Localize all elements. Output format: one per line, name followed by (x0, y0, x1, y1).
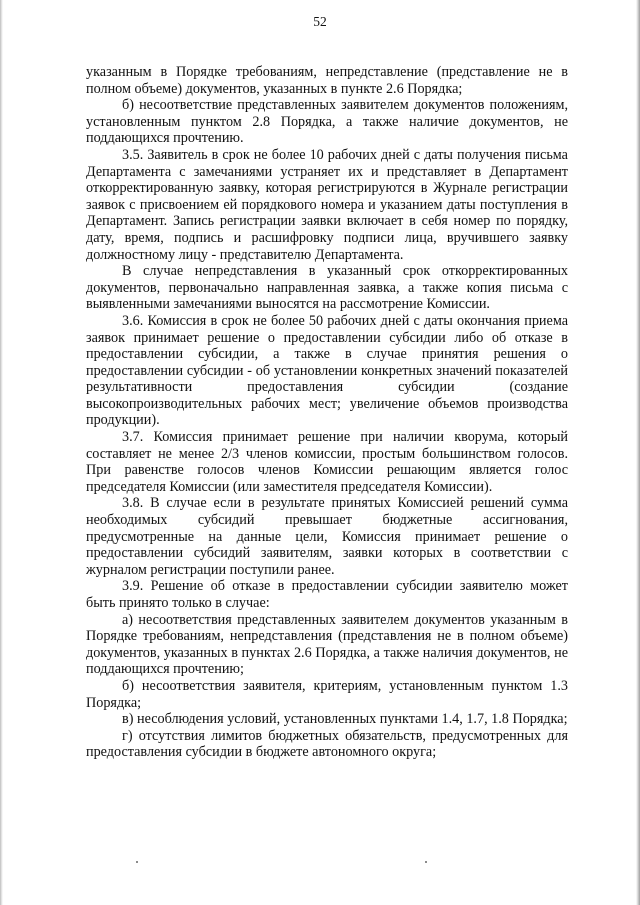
paragraph-3-9-b: б) несоответствия заявителя, критериям, установленным пунктом 1.3 Порядка; (86, 677, 568, 711)
paragraph-3-9-g: г) отсутствия лимитов бюджетных обязательств, предусмотренных для предоставления субсидии в бюджете автономного округа; (86, 727, 568, 761)
paragraph-3-9-a: а) несоответствия представленных заявителем документов указанным в Порядке требованиям, непредставления (представления не в полном объеме) документов, указанных в пунктах 2.6 Порядка, а также наличия документов, не поддающихся прочтению; (86, 611, 568, 678)
scan-edge-right (636, 0, 640, 905)
scan-speck (425, 861, 427, 863)
paragraph-3-9: 3.9. Решение об отказе в предоставлении субсидии заявителю может быть принято только в случае: (86, 578, 568, 611)
paragraph-3-5: 3.5. Заявитель в срок не более 10 рабочих дней с даты получения письма Департамента с замечаниями устраняет их и представляет в Департамент откорректированную заявку, которая регистрируются в Журнале регистрации заявок с присвоением ей порядкового номера и указанием даты поступления в Департамент. Запись регистрации заявки включает в себя номер по порядку, дату, время, подпись и расшифровку подписи лица, вручившего заявку должностному лицу - представителю Департамента. (86, 146, 568, 263)
document-body (86, 64, 568, 761)
paragraph-3-6: 3.6. Комиссия в срок не более 50 рабочих дней с даты окончания приема заявок принимает решение о предоставлении субсидии либо об отказе в предоставлении субсидии, а также в случае принятия решения о предоставлении субсидии - об установлении конкретных значений показателей результативности предоставления субсидии (создание высокопроизводительных рабочих мест; увеличение объемов производства продукции). (86, 312, 568, 429)
scan-edge-left (0, 0, 3, 905)
paragraph-subitem-b: б) несоответствие представленных заявителем документов положениям, установленным пунктом 2.8 Порядка, а также наличие документов, не поддающихся прочтению. (86, 97, 568, 147)
scan-speck (136, 861, 138, 863)
page-number: 52 (313, 14, 327, 29)
paragraph-3-5-continued: В случае непредставления в указанный срок откорректированных документов, первоначально направленная заявка, а также копия письма с выявленными замечаниями выносятся на рассмотрение Комиссии. (86, 263, 568, 313)
paragraph-3-7: 3.7. Комиссия принимает решение при наличии кворума, который составляет не менее 2/3 членов комиссии, простым большинством голосов. При равенстве голосов членов Комиссии решающим является голос председателя Комиссии (или заместителя председателя Комиссии). (86, 429, 568, 495)
paragraph-3-9-v: в) несоблюдения условий, установленных пунктами 1.4, 1.7, 1.8 Порядка; (122, 711, 568, 728)
paragraph-continuation: указанным в Порядке требованиям, непредставление (представление не в полном объеме) документов, указанных в пункте 2.6 Порядка; (86, 64, 568, 97)
paragraph-3-8: 3.8. В случае если в результате принятых Комиссией решений сумма необходимых субсидий превышает бюджетные ассигнования, предусмотренные на данные цели, Комиссия принимает решение о предоставлении субсидий заявителям, заявки которых в соответствии с журналом регистрации поступили ранее. (86, 495, 568, 578)
